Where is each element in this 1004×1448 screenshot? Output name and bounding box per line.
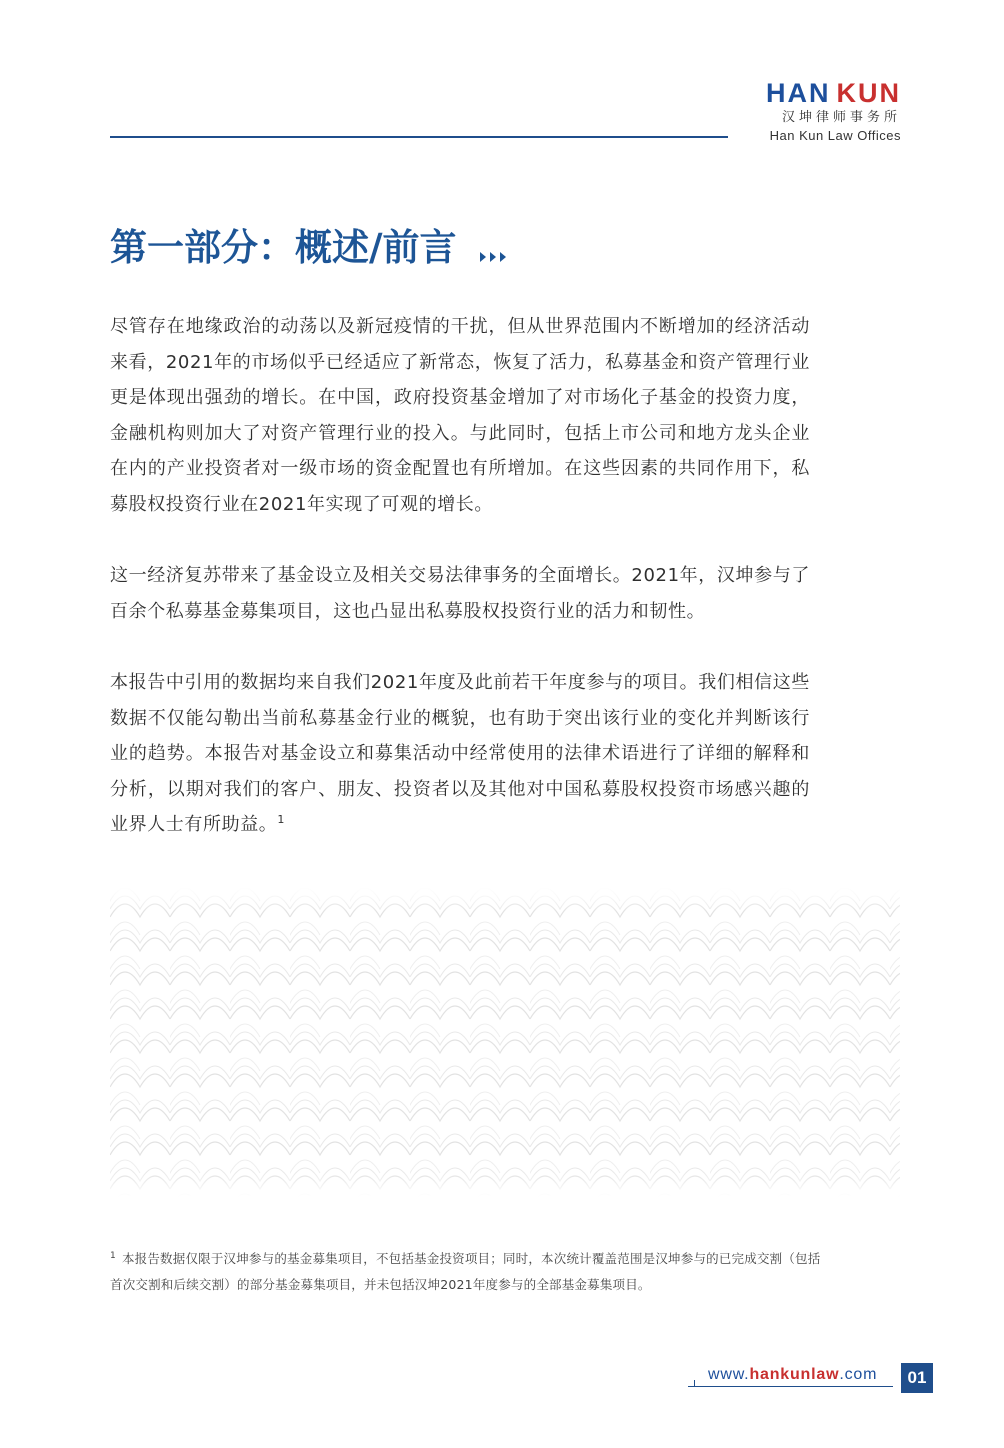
section-title: [110, 222, 509, 278]
page-number: 01: [901, 1363, 933, 1393]
footnote-reference: 1: [277, 813, 286, 826]
hankun-logo: [766, 78, 901, 145]
url-prefix: www.: [708, 1366, 750, 1383]
logo-kun: KUN: [836, 78, 901, 108]
footnote-text: 本报告数据仅限于汉坤参与的基金募集项目，不包括基金投资项目；同时，本次统计覆盖范围是汉坤参与的已完成交割（包括首次交割和后续交割）的部分基金募集项目，并未包括汉坤2021年度参与的全部基金募集项目。: [110, 1251, 821, 1292]
body-text: [110, 309, 810, 879]
section-title-text: 第一部分：概述/前言: [110, 226, 457, 269]
footer-rule: [688, 1386, 893, 1387]
footer-rule-tick: [694, 1380, 695, 1387]
logo-english-name: Han Kun Law Offices: [769, 128, 901, 143]
triple-chevron-icon: [479, 226, 509, 278]
footnote: [110, 1246, 830, 1298]
logo-wordmark: [766, 78, 901, 108]
paragraph-1: 尽管存在地缘政治的动荡以及新冠疫情的干扰，但从世界范围内不断增加的经济活动来看，2021年的市场似乎已经适应了新常态，恢复了活力，私募基金和资产管理行业更是体现出强劲的增长。在中国，政府投资基金增加了对市场化子基金的投资力度，金融机构则加大了对资产管理行业的投入。与此同时，包括上市公司和地方龙头企业在内的产业投资者对一级市场的资金配置也有所增加。在这些因素的共同作用下，私募股权投资行业在2021年实现了可观的增长。: [110, 316, 810, 515]
paragraph-2: 这一经济复苏带来了基金设立及相关交易法律事务的全面增长。2021年，汉坤参与了百余个私募基金募集项目，这也凸显出私募股权投资行业的活力和韧性。: [110, 565, 810, 622]
paragraph-3: [110, 665, 810, 843]
url-brand: hankunlaw: [749, 1366, 840, 1383]
logo-chinese-name: 汉坤律师事务所: [781, 110, 901, 125]
footer-website-link[interactable]: [708, 1365, 877, 1385]
footnote-number: 1: [110, 1250, 116, 1261]
decorative-wave-pattern: [110, 887, 900, 1197]
logo-han: HAN: [766, 78, 831, 108]
header-divider: [110, 136, 728, 138]
url-suffix: .com: [839, 1366, 878, 1383]
paragraph-3-text: 本报告中引用的数据均来自我们2021年度及此前若干年度参与的项目。我们相信这些数据不仅能勾勒出当前私募基金行业的概貌，也有助于突出该行业的变化并判断该行业的趋势。本报告对基金设立和募集活动中经常使用的法律术语进行了详细的解释和分析，以期对我们的客户、朋友、投资者以及其他对中国私募股权投资市场感兴趣的业界人士有所助益。: [110, 672, 810, 835]
